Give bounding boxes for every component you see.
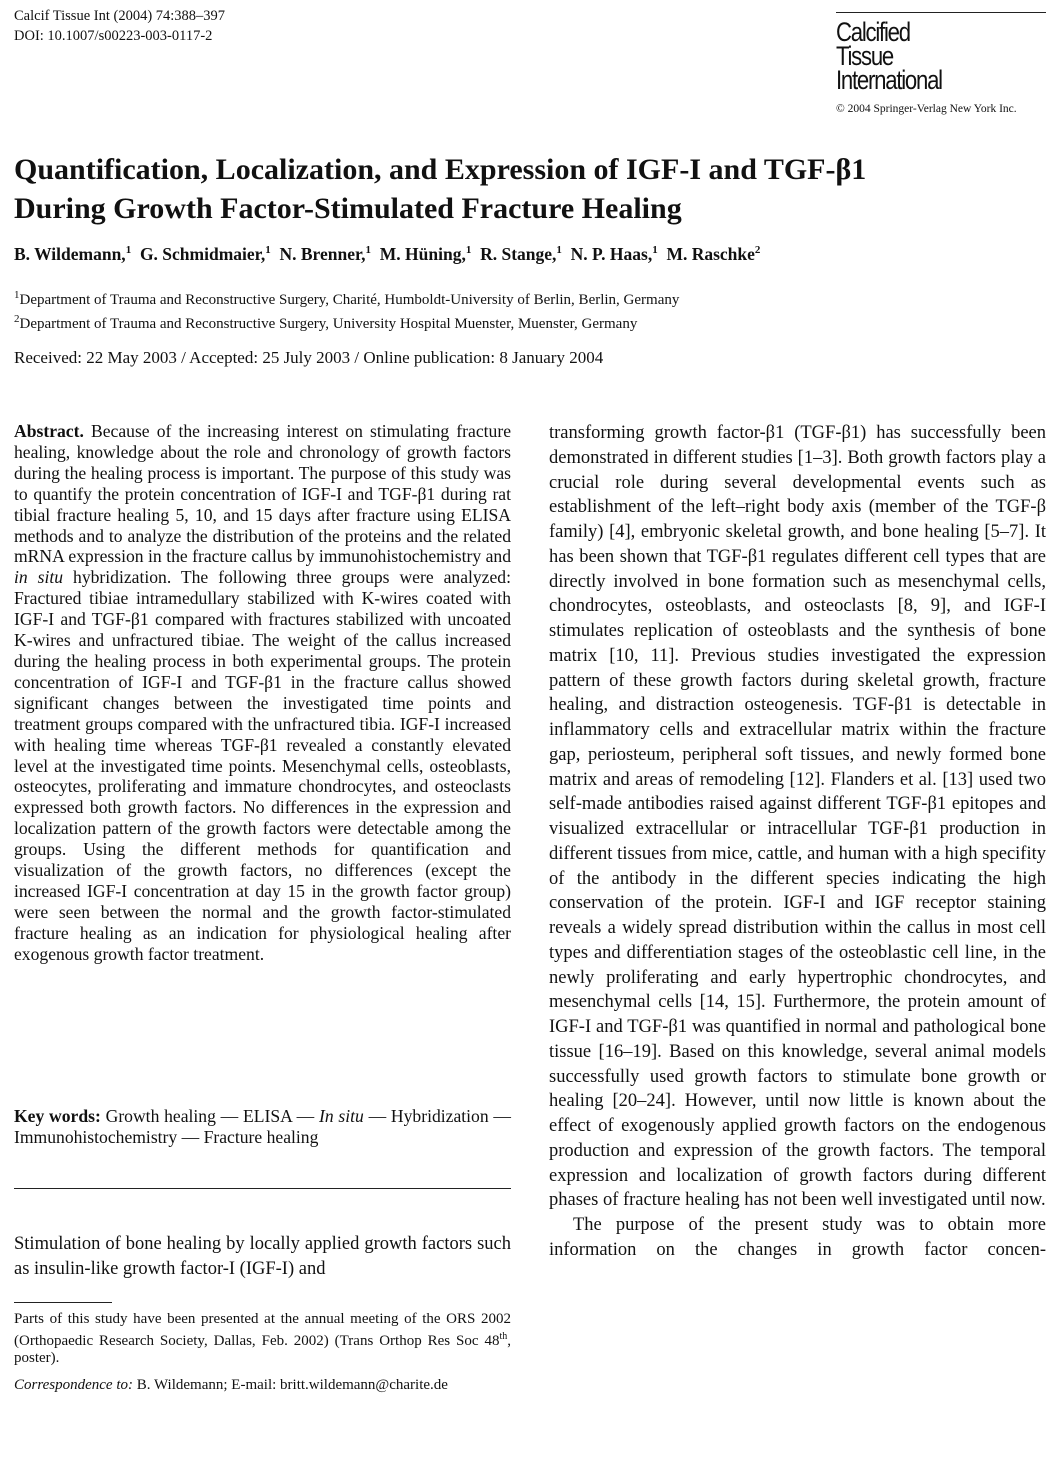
affiliations	[14, 286, 679, 334]
correspondence	[14, 1377, 511, 1394]
publication-dates: Received: 22 May 2003 / Accepted: 25 July 2003 / Online publication: 8 January 2004	[14, 348, 604, 367]
abstract-italic-term: in situ	[14, 567, 64, 588]
footnote-superscript: th	[499, 1331, 508, 1342]
author-name: M. Hüning,	[379, 244, 466, 264]
journal-line: Calcif Tissue Int (2004) 74:388–397	[14, 8, 226, 24]
author-name: N. Brenner,	[279, 244, 366, 264]
logo-divider	[836, 12, 1046, 13]
journal-logo	[836, 17, 942, 95]
title-line-1: Quantification, Localization, and Expression of IGF-I and TGF-β1	[14, 153, 867, 186]
author-affiliation-mark: 1	[265, 244, 271, 257]
author-name: R. Stange,	[480, 244, 557, 264]
doi-line: DOI: 10.1007/s00223-003-0117-2	[14, 28, 213, 44]
intro-paragraph-2: The purpose of the present study was to obtain more information on the changes in growth factor concen-	[549, 1215, 1046, 1260]
logo-line-3: International	[836, 65, 942, 95]
author-name: M. Raschke	[666, 244, 755, 264]
logo-line-1: Calcified	[836, 17, 910, 47]
author-list	[14, 244, 760, 265]
copyright-notice: © 2004 Springer-Verlag New York Inc.	[836, 103, 1017, 115]
author-affiliation-mark: 1	[125, 244, 132, 257]
affiliation-2: $^2$Department of Trauma and Reconstructive Surgery, University Hospital Muenster, Muenster, Germany	[14, 313, 638, 332]
author-affiliation-mark: 1	[465, 244, 472, 257]
keywords-label: Key words:	[14, 1106, 101, 1126]
correspondence-text: B. Wildemann; E-mail: britt.wildemann@charite.de	[136, 1377, 448, 1393]
footnote-text-end: , poster).	[14, 1333, 511, 1366]
intro-paragraph-1: transforming growth factor-β1 (TGF-β1) has successfully been demonstrated in different studies [1–3]. Both growth factors play a crucial role during several developmental events such as establishment of the left–right body axis (member of the TGF-β family) [4], embryonic skeletal growth, and bone healing [5–7]. It has been shown that TGF-β1 regulates different cell types that are directly involved in bone formation such as mesenchymal cells, chondrocytes, osteoblasts, and osteoclasts [8, 9], and IGF-I stimulates replication of osteoblasts and the synthesis of bone matrix [10, 11]. Previous studies investigated the expression pattern of these growth factors during skeletal growth, fracture healing, and distraction osteogenesis. TGF-β1 is detectable in inflammatory cells and extracellular matrix within the fracture gap, periosteum, peripheral soft tissues, and newly formed bone matrix and areas of remodeling [12]. Flanders et al. [13] used two self-made antibodies raised against different TGF-β1 epitopes and visualized extracellular or intracellular TGF-β1 production in different tissues from mice, cattle, and human with a high specifity of the antibody in the different species indicating the high conservation of the protein. IGF-I and IGF receptor staining reveals a widely spread distribution within the callus in most cell types and differentiation stages of the osteoblastic cell line, in the newly proliferating and early hypertrophic chondrocytes, and mesenchymal cells [14, 15]. Furthermore, the protein amount of IGF-I and TGF-β1 was quantified in normal and pathological bone tissue [16–19]. Based on this knowledge, several animal models successfully used growth factors to stimulate bone growth or healing [20–24]. However, until now little is known about the effect of exogenously applied growth factors on the endogenous production and expression of the growth factors. The temporal expression and localization of growth factors during different phases of fracture healing has not been well investigated until now.	[549, 423, 1046, 1211]
author-name: B. Wildemann,	[14, 244, 126, 264]
footnote-divider	[14, 1302, 112, 1303]
author-affiliation-mark: 1	[365, 244, 372, 257]
author-affiliation-mark: 2	[754, 244, 761, 257]
title-line-2: During Growth Factor-Stimulated Fracture Healing	[14, 192, 682, 225]
correspondence-label: Correspondence to:	[14, 1377, 134, 1393]
keywords	[14, 1106, 511, 1148]
footnote-text: Parts of this study have been presented at the annual meeting of the ORS 2002 (Orthopaedic Research Society, Dallas, Feb. 2002) (Trans Orthop Res Soc 48	[14, 1311, 511, 1349]
author-name: G. Schmidmaier,	[139, 244, 266, 264]
keywords-text-1: Growth healing — ELISA —	[105, 1106, 315, 1126]
abstract-text-1: Because of the increasing interest on stimulating fracture healing, knowledge about the role and chronology of growth factors during the healing process is important. The purpose of this study was to quantify the protein concentration of IGF-I and TGF-β1 during rat tibial fracture healing 5, 10, and 15 days after fracture using ELISA methods and to analyze the distribution of the proteins and the related mRNA expression in the fracture callus by immunohistochemistry and	[14, 421, 511, 567]
abstract	[14, 421, 511, 965]
footnote	[14, 1311, 511, 1367]
introduction-text-right	[549, 421, 1046, 1263]
author-name: N. P. Haas,	[570, 244, 653, 264]
logo-line-2: Tissue	[836, 41, 894, 71]
keywords-italic: In situ	[318, 1106, 364, 1126]
introduction-text-left: Stimulation of bone healing by locally applied growth factors such as insulin-like growth factor-I (IGF-I) and	[14, 1234, 511, 1279]
article-title	[14, 150, 1044, 228]
abstract-text-2: hybridization. The following three groups were analyzed: Fractured tibiae intramedullary stabilized with K-wires coated with IGF-I and TGF-β1 compared with fractures stabilized with uncoated K-wires and unfractured tibiae. The weight of the callus increased during the healing process in both experimental groups. The protein concentration of IGF-I and TGF-β1 in the fracture callus showed significant changes between the investigated time points and treatment groups compared with the unfractured tibia. IGF-I increased with healing time whereas TGF-β1 revealed a constantly elevated level at the investigated time points. Mesenchymal cells, osteoblasts, osteocytes, proliferating and immature chondrocytes, and osteoclasts expressed both growth factors. No differences in the expression and localization pattern of the growth factors were detectable among the groups. Using the different methods for quantification and visualization of the growth factors, no differences (except the increased IGF-I concentration at day 15 in the growth factor group) were seen between the normal and the growth factor-stimulated fracture healing as an indication for physiological healing after exogenous growth factor treatment.	[14, 567, 511, 964]
journal-citation	[14, 6, 225, 46]
section-divider	[14, 1188, 511, 1189]
keywords-text-2: — Hybridization — Immunohistochemistry — Fracture healing	[14, 1106, 511, 1147]
affiliation-1: $^1$Department of Trauma and Reconstructive Surgery, Charité, Humboldt-University of Berlin, Berlin, Germany	[14, 289, 680, 308]
abstract-label: Abstract.	[14, 421, 84, 441]
author-affiliation-mark: 1	[556, 244, 562, 257]
author-affiliation-mark: 1	[652, 244, 658, 257]
